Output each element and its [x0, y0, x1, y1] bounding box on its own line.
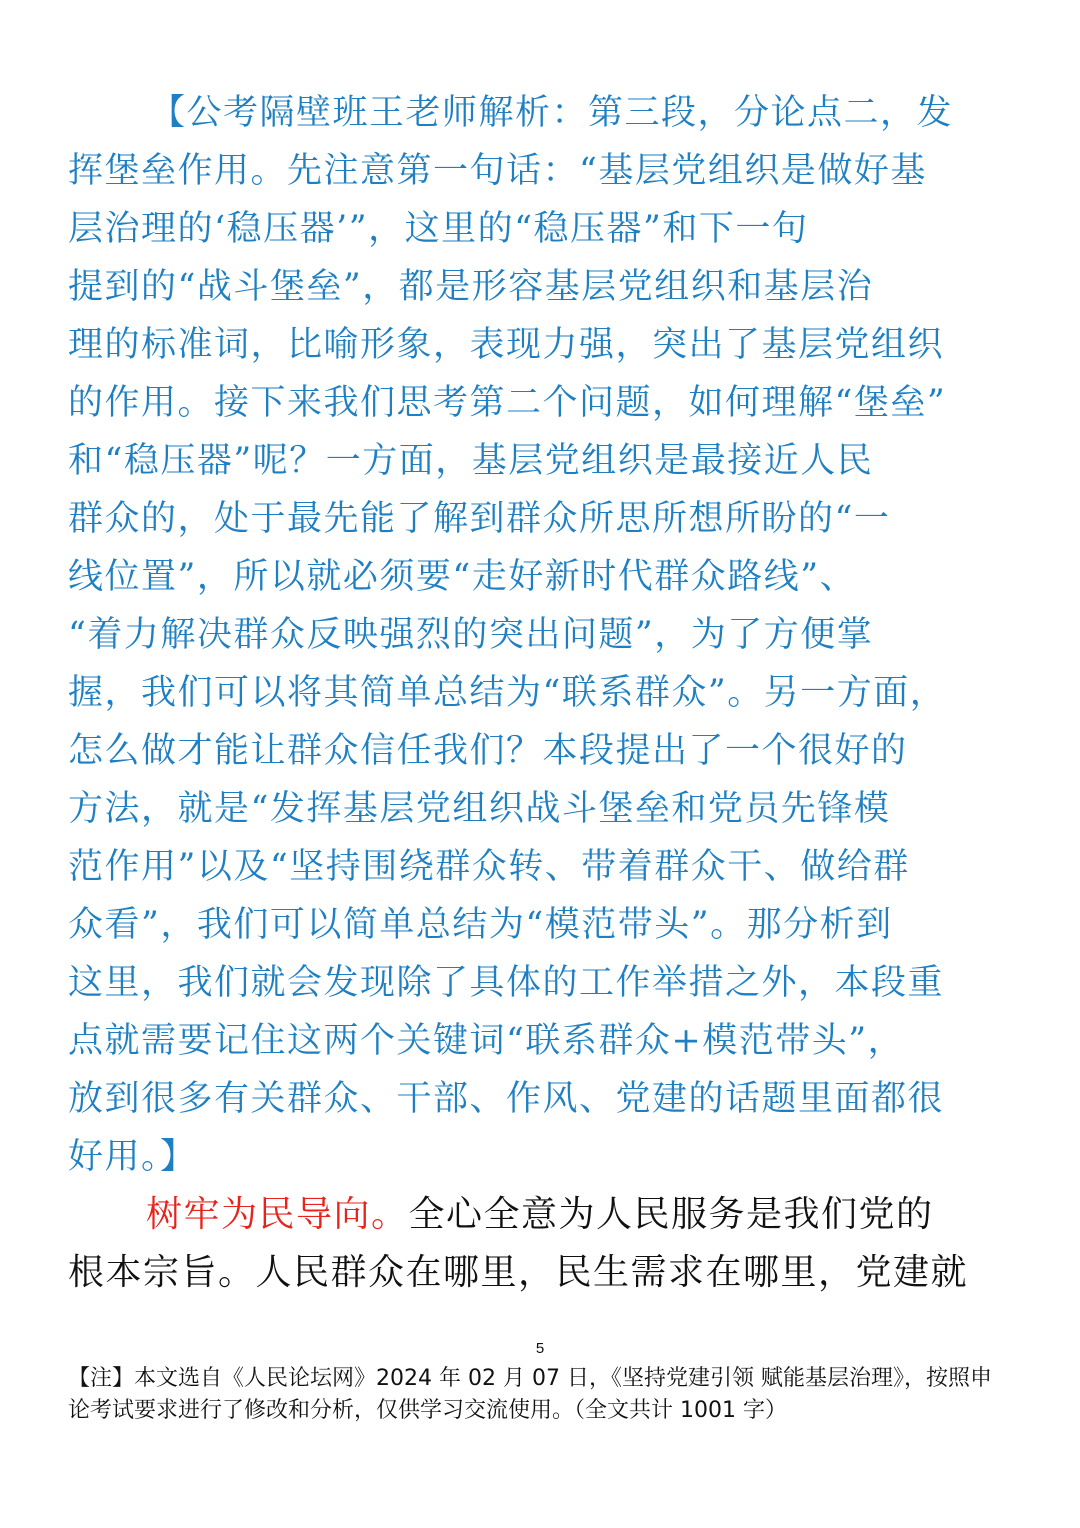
analysis-line: “着力解决群众反映强烈的突出问题”，为了方便掌 — [68, 615, 874, 655]
analysis-line: 理的标准词，比喻形象，表现力强，突出了基层党组织 — [68, 325, 945, 365]
analysis-line: 范作用”以及“坚持围绕群众转、带着群众干、做给群 — [68, 847, 910, 887]
analysis-line: 【公考隔壁班王老师解析：第三段，分论点二，发 — [150, 93, 954, 133]
footnote: 【注】本文选自《人民论坛网》2024 年 02 月 07 日，《坚持党建引领 赋能基层治理》，按照申论考试要求进行了修改和分析，仅供学习交流使用。（全文共计 1001 字） — [68, 1366, 992, 1423]
analysis-line: 这里，我们就会发现除了具体的工作举措之外，本段重 — [68, 963, 945, 1003]
analysis-line: 放到很多有关群众、干部、作风、党建的话题里面都很 — [68, 1079, 945, 1119]
analysis-line: 方法，就是“发挥基层党组织战斗堡垒和党员先锋模 — [68, 789, 891, 829]
analysis-line: 群众的，处于最先能了解到群众所思所想所盼的“一 — [68, 499, 891, 539]
body-line — [146, 1186, 1012, 1244]
analysis-line: 和“稳压器”呢？一方面，基层党组织是最接近人民 — [68, 441, 874, 481]
body-text-segment: 全心全意为人民服务是我们党的 — [408, 1194, 934, 1235]
analysis-line: 层治理的‘稳压器’”，这里的“稳压器”和下一句 — [68, 209, 809, 249]
analysis-line: 握，我们可以将其简单总结为“联系群众”。另一方面， — [68, 673, 947, 713]
analysis-line: 好用。】 — [68, 1137, 197, 1177]
analysis-line: 提到的“战斗堡垒”，都是形容基层党组织和基层治 — [68, 267, 874, 307]
analysis-line: 挥堡垒作用。先注意第一句话：“基层党组织是做好基 — [68, 151, 927, 191]
page-number: 5 — [535, 1340, 545, 1357]
analysis-line: 线位置”，所以就必须要“走好新时代群众路线”、 — [68, 557, 857, 597]
analysis-line: 众看”，我们可以简单总结为“模范带头”。那分析到 — [68, 905, 893, 945]
body-line: 根本宗旨。人民群众在哪里，民生需求在哪里，党建就 — [68, 1252, 969, 1293]
analysis-line: 怎么做才能让群众信任我们？本段提出了一个很好的 — [68, 731, 908, 771]
analysis-line: 的作用。接下来我们思考第二个问题，如何理解“堡垒” — [68, 383, 947, 423]
analysis-line: 点就需要记住这两个关键词“联系群众+模范带头”， — [68, 1021, 905, 1061]
heading-phrase: 树牢为民导向。 — [146, 1194, 409, 1235]
